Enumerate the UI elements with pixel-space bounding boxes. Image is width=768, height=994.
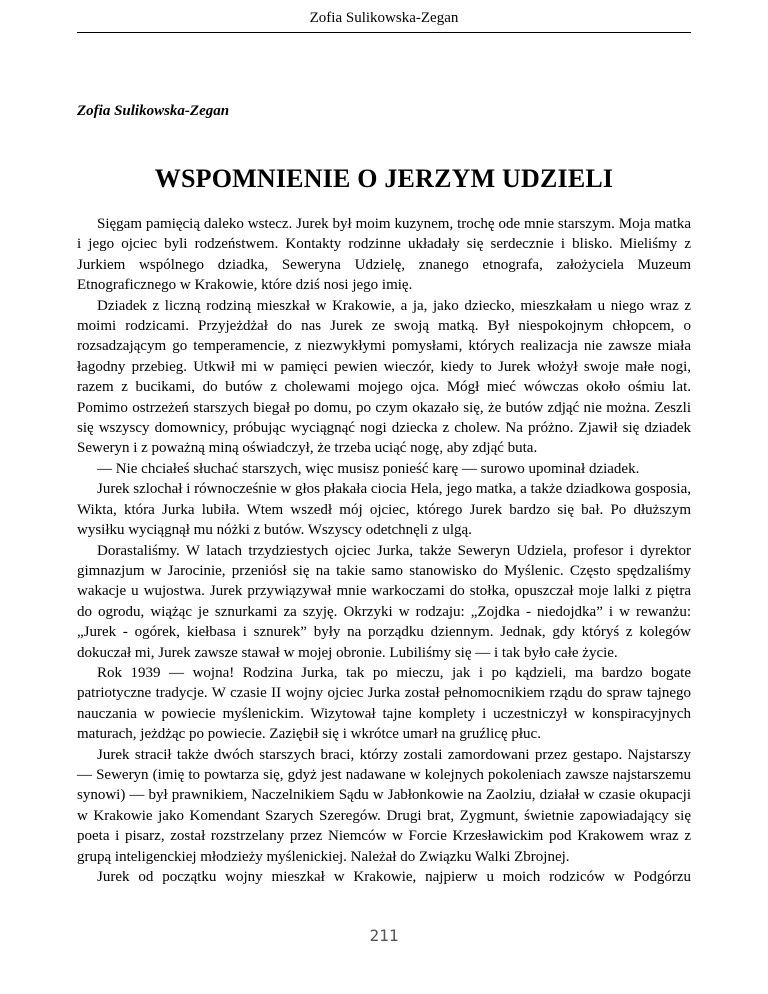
- paragraph: Jurek stracił także dwóch starszych braci, którzy zostali zamordowani przez gestapo. Najstarszy — Seweryn (imię to powtarza się, gdyż jest nadawane w kolejnych pokoleniach zawsze najstarszemu synowi) — był prawnikiem, Naczelnikiem Sądu w Jabłonkowie na Zaolziu, działał w czasie okupacji w Krakowie jako Komendant Szarych Szeregów. Drugi brat, Zygmunt, świetnie zapowiadający się poeta i pisarz, został rozstrzelany przez Niemców w Forcie Krzesławickim pod Krakowem wraz z grupą inteligenckiej młodzieży myślenickiej. Należał do Związku Walki Zbrojnej.: [77, 746, 691, 865]
- paragraph: Jurek od początku wojny mieszkał w Krakowie, najpierw u moich rodziców w Podgórzu: [97, 869, 691, 885]
- paragraph: — Nie chciałeś słuchać starszych, więc musisz ponieść karę — surowo upominał dziadek.: [97, 460, 640, 477]
- paragraph: Rok 1939 — wojna! Rodzina Jurka, tak po mieczu, jak i po kądzieli, ma bardzo bogate patriotyczne tradycje. W czasie II wojny ojciec Jurka został pełnomocnikiem rządu do spraw tajnego nauczania w powiecie myślenickim. Wizytował tajne komplety i uczestniczył w konspiracyjnych maturach, jeżdżąc po powiecie. Zaziębił się i wkrótce umarł na gruźlicę płuc.: [77, 664, 691, 743]
- article-title: WSPOMNIENIE O JERZYM UDZIELI: [154, 164, 614, 193]
- paragraph: Sięgam pamięcią daleko wstecz. Jurek był moim kuzynem, trochę ode mnie starszym. Moja matka i jego ojciec byli rodzeństwem. Kontakty rodzinne układały się serdecznie i blisko. Mieliśmy z Jurkiem wspólnego dziadka, Seweryna Udzielę, znanego etnografa, założyciela Muzeum Etnograficznego w Krakowie, które dziś nosi jego imię.: [77, 216, 691, 294]
- page-number: 211: [369, 926, 399, 945]
- article-author: Zofia Sulikowska-Zegan: [77, 103, 230, 119]
- paragraph: Dziadek z liczną rodziną mieszkał w Krakowie, a ja, jako dziecko, mieszkałam u niego wraz z moimi rodzicami. Przyjeżdżał do nas Jurek ze swoją matką. Był niespokojnym chłopcem, o rozsadzającym go temperamencie, z niezwykłymi pomysłami, których realizacja nie zawsze miała łagodny przebieg. Utkwił mi w pamięci pewien wieczór, kiedy to Jurek włożył swoje małe nogi, razem z bucikami, do butów z cholewami mojego ojca. Mógł mieć wówczas około ośmiu lat. Pomimo ostrzeżeń starszych biegał po domu, po czym okazało się, że butów zdjąć nie można. Zeszli się wszyscy domownicy, próbując wyciągnąć nogi dziecka z cholew. Na próżno. Zjawił się dziadek Seweryn i z poważną miną oświadczył, że trzeba uciąć nogę, aby zdjąć buta.: [77, 297, 691, 457]
- paragraph: Jurek szlochał i równocześnie w głos płakała ciocia Hela, jego matka, a także dziadkowa gosposia, Wikta, która Jurka lubiła. Wtem wszedł mój ojciec, którego Jurek bardzo się bał. Po dłuższym wysiłku wyciągnął mu nóżki z butów. Wszyscy odetchnęli z ulgą.: [77, 481, 691, 539]
- paragraph: Dorastaliśmy. W latach trzydziestych ojciec Jurka, także Seweryn Udziela, profesor i dyrektor gimnazjum w Jarocinie, przeniósł się na takie samo stanowisko do Myślenic. Często spędzaliśmy wakacje u wujostwa. Jurek przywiązywał mnie warkoczami do stołka, opuszczał moje lalki z piętra do ogrodu, wiążąc je sznurkami za szyję. Okrzyki w rodzaju: „Zojdka - niedojdka” i w rewanżu: „Jurek - ogórek, kiełbasa i sznurek” były na porządku dziennym. Jednak, gdy któryś z kolegów dokuczał mi, Jurek zawsze stawał w mojej obronie. Lubiliśmy się — i tak było całe życie.: [77, 542, 691, 661]
- article-body: [77, 214, 691, 887]
- running-header: Zofia Sulikowska-Zegan: [77, 6, 691, 33]
